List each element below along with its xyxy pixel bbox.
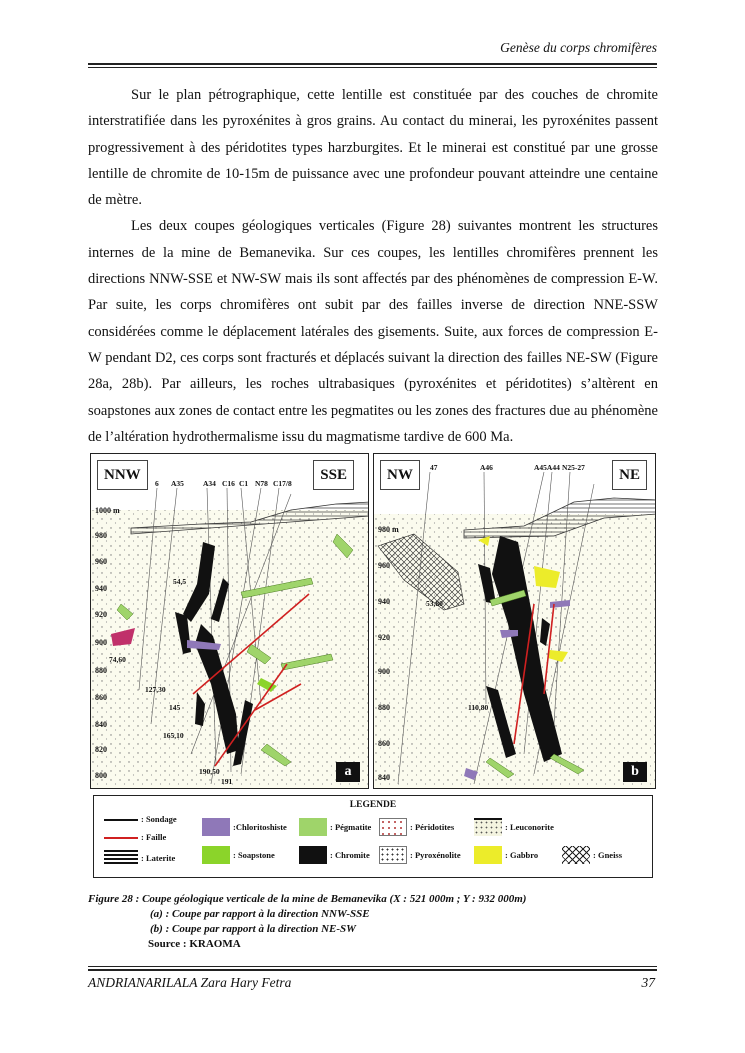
cross-section-b <box>373 453 656 789</box>
running-header: Genèse du corps chromifères <box>500 40 657 55</box>
paragraph-2: Les deux coupes géologiques verticales (Figure 28) suivantes montrent les structures internes de la mine de Bemanevika. Sur ces coupes, les lentilles chromifères prennent les directions NNW-SSE et NW-SW mais ils sont affectés par des phénomènes de compression E-W. Par suite, les corps chromifères ont subit par des failles inverse de direction NNE-SSW considérées comme le déplacement latérales des gisements. Suite, aux forces de compression E-W pendant D2, ces corps sont fracturés et déplacés suivant la direction des failles NE-SW (Figure 28a, 28b). Par ailleurs, les roches ultrabasiques (pyroxénites et péridotites) s’altèrent en soapstones aux zones de contact entre les pegmatites ou les zones des fractures due au phénomène de l’altération hydrothermalisme issu du magmatisme tardive de 600 Ma. <box>88 218 658 445</box>
legend-label: : Soapstone <box>233 850 275 860</box>
direction-label-nw: NW <box>380 460 420 490</box>
well-label: A34 <box>203 479 216 488</box>
depth-tick: 800 <box>95 771 107 780</box>
legend-pyroxenolite <box>379 846 461 864</box>
legend-label: : Pyroxénolite <box>410 850 461 860</box>
figure-legend <box>93 795 653 878</box>
legend-label: : Faille <box>141 832 167 842</box>
sondage-swatch <box>104 814 138 824</box>
depth-tick: 900 <box>95 638 107 647</box>
legend-soapstone <box>202 846 275 864</box>
depth-tick: 920 <box>378 633 390 642</box>
legend-title: LEGENDE <box>349 800 397 810</box>
footer-author: ANDRIANARILALA Zara Hary Fetra <box>88 975 292 990</box>
body-text <box>88 82 658 450</box>
gneiss-swatch <box>562 846 590 864</box>
header-rule-thin <box>88 67 657 68</box>
well-label: A46 <box>480 463 493 472</box>
footer-rule-thin <box>88 966 657 967</box>
depth-tick: 820 <box>95 745 107 754</box>
legend-laterite <box>104 850 175 866</box>
chromite-swatch <box>299 846 327 864</box>
legend-label: : Chromite <box>330 850 370 860</box>
depth-tick: 860 <box>95 693 107 702</box>
depth-tick: 860 <box>378 739 390 748</box>
legend-chloritoshiste <box>202 818 287 836</box>
depth-tick: 900 <box>378 667 390 676</box>
well-label: A35 <box>171 479 184 488</box>
pegmatite-swatch <box>299 818 327 836</box>
depth-annotation: 145 <box>169 703 181 712</box>
legend-label: : Pégmatite <box>330 822 372 832</box>
depth-annotation: 165,10 <box>163 731 184 740</box>
depth-tick: 920 <box>95 610 107 619</box>
well-labels-a <box>155 479 292 488</box>
direction-label-nnw: NNW <box>97 460 148 490</box>
laterite-swatch <box>104 850 138 866</box>
depth-annotation: 191 <box>221 777 233 786</box>
legend-label: : Leuconorite <box>505 822 554 832</box>
legend-faille <box>104 832 166 842</box>
depth-tick: 840 <box>95 720 107 729</box>
gabbro-swatch <box>474 846 502 864</box>
legend-label: : Gabbro <box>505 850 539 860</box>
legend-leuconorite <box>474 818 554 836</box>
depth-tick: 840 <box>378 773 390 782</box>
depth-tick: 940 <box>95 584 107 593</box>
well-label: C1 <box>239 479 249 488</box>
legend-label: : Gneiss <box>593 850 623 860</box>
depth-tick: 880 <box>95 666 107 675</box>
well-label: C17/8 <box>273 479 292 488</box>
legend-label: : Laterite <box>141 853 176 863</box>
direction-label-ne: NE <box>612 460 647 490</box>
paragraph-1: Sur le plan pétrographique, cette lentille est constituée par des couches de chromite interstratifiée dans les pyroxénites à gros grains. Au contact du minerai, les pyroxénites passent progressivement à des péridotites types harzburgites. Et le minerai est constitué par une grosse lentille de chromite de 10-15m de puissance avec une profondeur pouvant atteindre une centaine de mètre. <box>88 87 658 209</box>
legend-pegmatite <box>299 818 371 836</box>
legend-sondage <box>104 814 177 824</box>
panel-letter-b: b <box>623 762 647 782</box>
caption-sub-a: (a) : Coupe par rapport à la direction NNW-SSE <box>150 908 370 920</box>
chloritoshiste-swatch <box>202 818 230 836</box>
depth-tick: 980 m <box>378 525 399 534</box>
legend-label: : Sondage <box>141 814 177 824</box>
leuconorite-swatch <box>474 818 502 836</box>
well-label: A45A44 <box>534 463 560 472</box>
figure-caption <box>88 892 526 952</box>
cross-section-a-drawing <box>91 454 369 789</box>
well-label: N25-27 <box>562 463 585 472</box>
footer-rule <box>88 969 657 971</box>
faille-swatch <box>104 832 138 842</box>
legend-peridotites <box>379 818 454 836</box>
direction-label-sse: SSE <box>313 460 354 490</box>
legend-gabbro <box>474 846 538 864</box>
figure-28 <box>90 453 656 793</box>
caption-sub-b: (b) : Coupe par rapport à la direction NE-SW <box>150 923 356 935</box>
panel-letter-a: a <box>336 762 360 782</box>
legend-label: :Chloritoshiste <box>233 822 287 832</box>
page-number: 37 <box>641 975 655 990</box>
soapstone-swatch <box>202 846 230 864</box>
depth-tick: 960 <box>95 557 107 566</box>
legend-label: : Péridotites <box>410 822 455 832</box>
well-label: C16 <box>222 479 235 488</box>
cross-section-a <box>90 453 369 789</box>
cross-section-b-drawing <box>374 454 656 789</box>
depth-annotation: 74,60 <box>109 655 126 664</box>
legend-gneiss <box>562 846 622 864</box>
depth-annotation: 54,5 <box>173 577 187 586</box>
pyroxenolite-swatch <box>379 846 407 864</box>
header-rule <box>88 63 657 65</box>
depth-annotation: 190,50 <box>199 767 220 776</box>
depth-tick: 980 <box>95 531 107 540</box>
peridotites-swatch <box>379 818 407 836</box>
well-label: N78 <box>255 479 268 488</box>
legend-chromite <box>299 846 370 864</box>
well-label: 6 <box>155 479 159 488</box>
caption-title: Figure 28 : Coupe géologique verticale de la mine de Bemanevika (X : 521 000m ; Y : 932 000m) <box>88 893 527 905</box>
depth-tick: 880 <box>378 703 390 712</box>
caption-source: Source : KRAOMA <box>148 938 241 950</box>
depth-annotation: 127,30 <box>145 685 166 694</box>
well-label: 47 <box>430 463 438 472</box>
depth-tick: 960 <box>378 561 390 570</box>
well-labels-b <box>430 463 585 472</box>
depth-tick: 940 <box>378 597 390 606</box>
depth-tick: 1000 m <box>95 506 120 515</box>
depth-annotation: 53,80 <box>426 599 443 608</box>
depth-annotation: 110,80 <box>468 703 489 712</box>
